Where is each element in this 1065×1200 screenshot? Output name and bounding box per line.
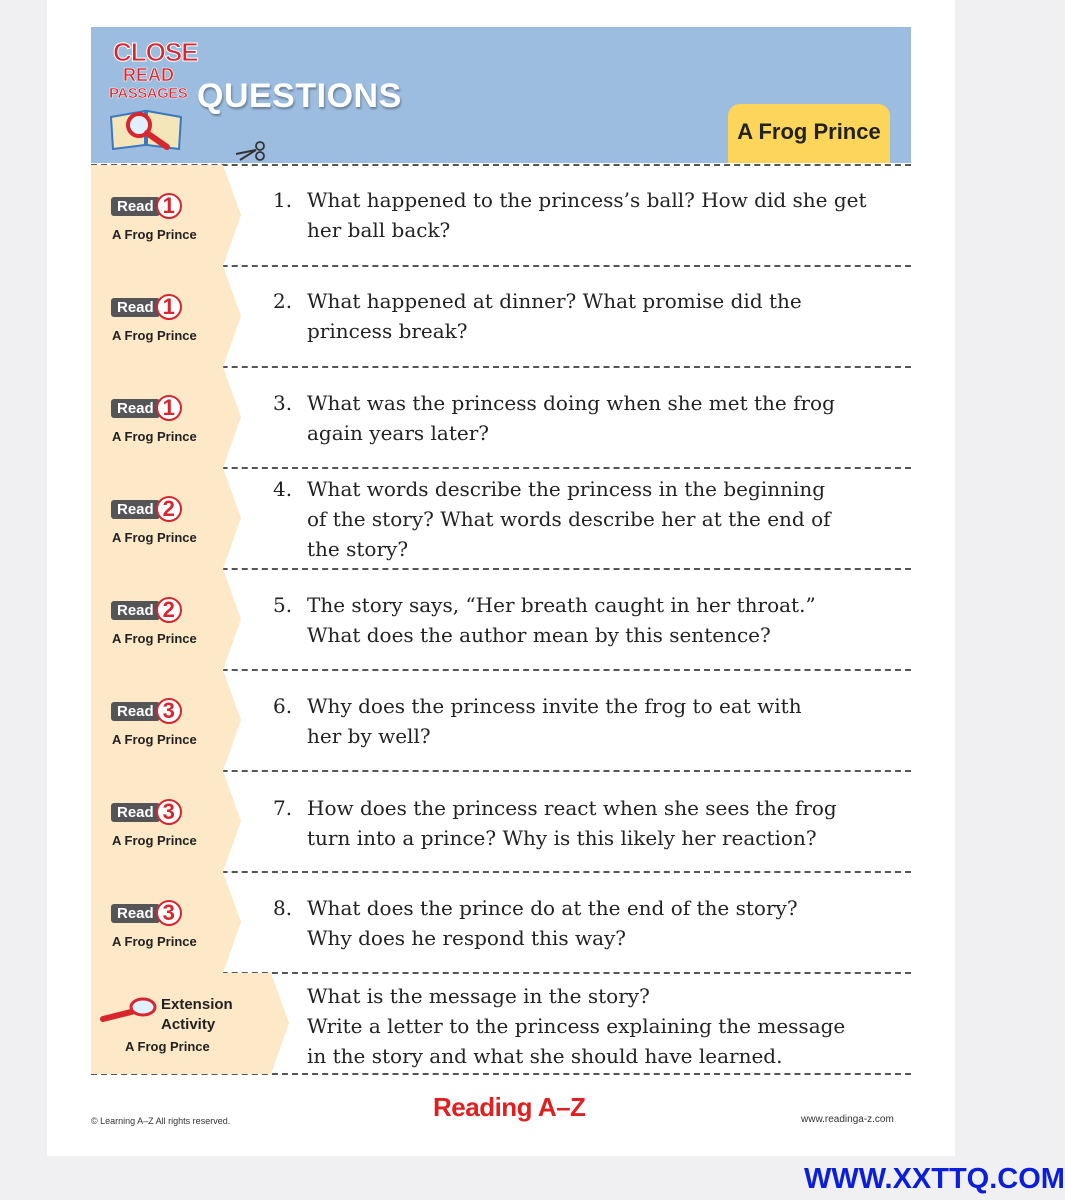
close-read-passages-logo: [109, 35, 198, 153]
question-line: her by well?: [307, 724, 431, 748]
read-badge: [111, 900, 182, 926]
row-story-title: A Frog Prince: [112, 934, 197, 949]
scissors-icon: [234, 140, 270, 166]
logo-text-passages: PASSAGES: [109, 85, 188, 102]
header-banner: [91, 27, 911, 163]
read-label-box: [91, 569, 241, 670]
row-story-title: A Frog Prince: [112, 328, 197, 343]
read-number: 1: [156, 395, 182, 421]
extension-row: [91, 973, 911, 1074]
question-text: [307, 691, 887, 751]
read-word: Read: [111, 298, 160, 317]
magnifying-glass-icon: [99, 995, 159, 1025]
worksheet-page: [47, 0, 955, 1156]
extension-activity-label: [161, 995, 233, 1035]
question-line: What happened at dinner? What promise did the: [307, 289, 802, 313]
question-line: princess break?: [307, 319, 468, 343]
extension-line: Write a letter to the princess explaining the message: [307, 1014, 846, 1038]
read-word: Read: [111, 399, 160, 418]
read-badge: [111, 698, 182, 724]
question-number: 4.: [273, 477, 293, 501]
question-line: the story?: [307, 537, 409, 561]
question-text: [307, 474, 887, 564]
question-text: [307, 793, 887, 853]
question-number: 8.: [273, 896, 293, 920]
question-row: [91, 771, 911, 872]
read-label-box: [91, 872, 241, 973]
row-story-title: A Frog Prince: [112, 732, 197, 747]
read-number: 2: [156, 597, 182, 623]
question-line: What does the author mean by this sentence?: [307, 623, 771, 647]
book-magnifier-icon: [109, 105, 185, 153]
story-title-tab: A Frog Prince: [728, 104, 890, 163]
read-number: 3: [156, 698, 182, 724]
question-text: [307, 185, 887, 245]
read-label-box: [91, 468, 241, 569]
question-number: 3.: [273, 391, 293, 415]
row-story-title: A Frog Prince: [112, 429, 197, 444]
question-line: How does the princess react when she sees the frog: [307, 796, 837, 820]
extension-line: in the story and what she should have learned.: [307, 1044, 783, 1068]
read-word: Read: [111, 904, 160, 923]
read-number: 1: [156, 294, 182, 320]
question-number: 1.: [273, 188, 293, 212]
question-line: of the story? What words describe her at the end of: [307, 507, 831, 531]
row-story-title: A Frog Prince: [112, 833, 197, 848]
row-story-title: A Frog Prince: [112, 227, 197, 242]
question-row: [91, 569, 911, 670]
question-line: Why does the princess invite the frog to eat with: [307, 694, 802, 718]
logo-text-close: CLOSE: [113, 37, 198, 67]
question-number: 2.: [273, 289, 293, 313]
question-line: What does the prince do at the end of the story?: [307, 896, 798, 920]
question-number: 7.: [273, 796, 293, 820]
extension-text: [307, 981, 907, 1071]
question-text: [307, 388, 887, 448]
question-number: 6.: [273, 694, 293, 718]
read-label-box: [91, 367, 241, 468]
read-label-box: [91, 165, 241, 266]
question-text: [307, 590, 887, 650]
question-row: [91, 266, 911, 367]
read-number: 3: [156, 900, 182, 926]
question-row: [91, 670, 911, 771]
extension-label-box: [91, 973, 241, 1074]
read-word: Read: [111, 197, 160, 216]
read-number: 1: [156, 193, 182, 219]
question-line: her ball back?: [307, 218, 451, 242]
question-line: Why does he respond this way?: [307, 926, 627, 950]
question-text: [307, 286, 887, 346]
extension-story-title: A Frog Prince: [125, 1039, 210, 1054]
watermark: WWW.XXTTQ.COM: [804, 1163, 1065, 1195]
question-line: What was the princess doing when she met the frog: [307, 391, 835, 415]
question-number: 5.: [273, 593, 293, 617]
read-badge: [111, 597, 182, 623]
copyright-notice: © Learning A–Z All rights reserved.: [91, 1116, 231, 1126]
question-text: [307, 893, 887, 953]
reading-az-logo: Reading A–Z: [433, 1092, 586, 1122]
read-word: Read: [111, 803, 160, 822]
logo-text-read: READ: [123, 65, 175, 85]
read-badge: [111, 799, 182, 825]
read-badge: [111, 496, 182, 522]
read-label-box: [91, 266, 241, 367]
read-label-box: [91, 771, 241, 872]
extension-label-line: Extension: [161, 996, 233, 1013]
question-row: [91, 468, 911, 569]
extension-label-line: Activity: [161, 1016, 216, 1033]
question-line: What happened to the princess’s ball? How did she get: [307, 188, 867, 212]
read-word: Read: [111, 601, 160, 620]
read-number: 2: [156, 496, 182, 522]
read-label-box: [91, 670, 241, 771]
question-line: The story says, “Her breath caught in her throat.”: [307, 593, 816, 617]
read-badge: [111, 294, 182, 320]
page-title: QUESTIONS: [197, 77, 402, 115]
question-line: again years later?: [307, 421, 490, 445]
extension-line: What is the message in the story?: [307, 984, 650, 1008]
website-url[interactable]: www.readinga-z.com: [801, 1114, 894, 1125]
question-row: [91, 872, 911, 973]
question-row: [91, 165, 911, 266]
read-number: 3: [156, 799, 182, 825]
question-row: [91, 367, 911, 468]
read-word: Read: [111, 500, 160, 519]
read-badge: [111, 395, 182, 421]
read-word: Read: [111, 702, 160, 721]
question-line: What words describe the princess in the beginning: [307, 477, 826, 501]
row-story-title: A Frog Prince: [112, 631, 197, 646]
question-line: turn into a prince? Why is this likely her reaction?: [307, 826, 817, 850]
row-story-title: A Frog Prince: [112, 530, 197, 545]
read-badge: [111, 193, 182, 219]
